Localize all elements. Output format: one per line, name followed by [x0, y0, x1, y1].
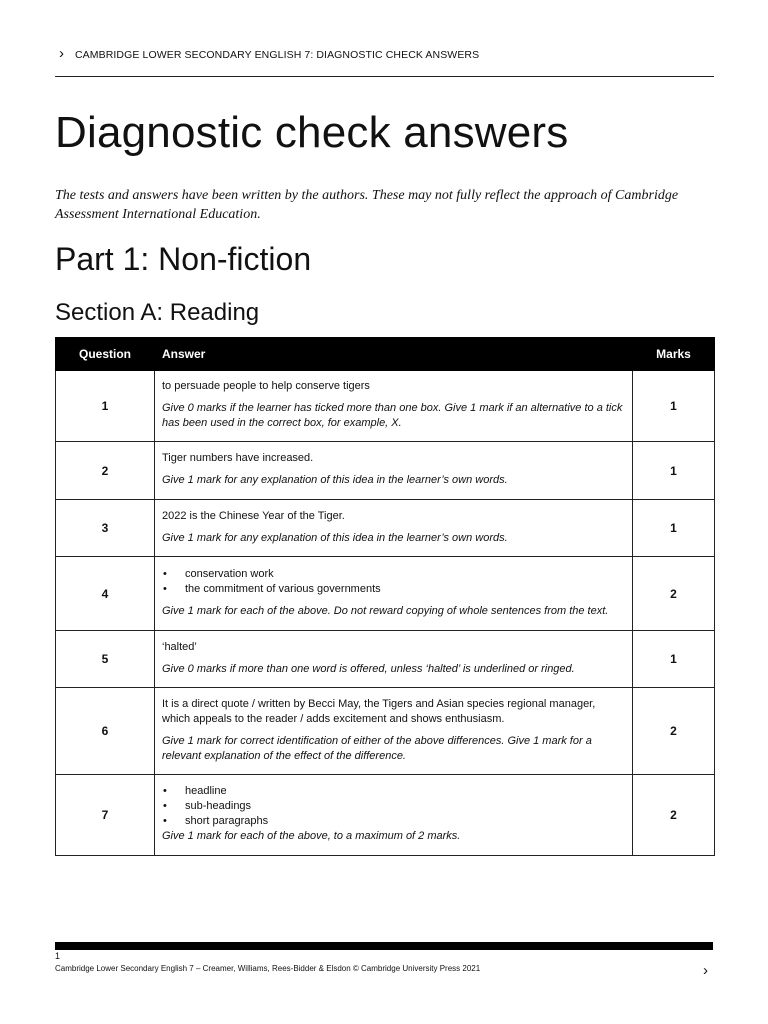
answer-text: 2022 is the Chinese Year of the Tiger.	[162, 509, 345, 522]
marking-note: Give 1 mark for each of the above. Do not reward copying of whole sentences from the text.	[162, 604, 609, 617]
answer-bullet: • conservation work	[162, 567, 625, 582]
header-text: CAMBRIDGE LOWER SECONDARY ENGLISH 7: DIAGNOSTIC CHECK ANSWERS	[75, 49, 480, 61]
answer-cell	[155, 775, 633, 856]
marks-value: 1	[633, 371, 715, 442]
answer-text: ‘halted’	[162, 640, 197, 653]
marks-value: 2	[633, 688, 715, 775]
chevron-right-icon: ›	[59, 45, 64, 62]
answer-bullet: • the commitment of various governments	[162, 582, 625, 597]
marks-value: 1	[633, 631, 715, 688]
answer-cell	[155, 688, 633, 775]
marking-note: Give 1 mark for each of the above, to a maximum of 2 marks.	[162, 830, 461, 842]
answer-cell	[155, 500, 633, 557]
page-header	[55, 47, 714, 77]
column-header-answer: Answer	[155, 338, 633, 371]
table-row	[56, 688, 715, 775]
answer-cell	[155, 631, 633, 688]
marks-value: 1	[633, 442, 715, 500]
question-number: 5	[56, 631, 155, 688]
marking-note: Give 0 marks if more than one word is offered, unless ‘halted’ is underlined or ringed.	[162, 662, 575, 675]
answer-bullet-list	[162, 567, 625, 597]
table-row	[56, 442, 715, 500]
question-number: 3	[56, 500, 155, 557]
answer-cell	[155, 371, 633, 442]
column-header-marks: Marks	[633, 338, 715, 371]
question-number: 4	[56, 557, 155, 631]
question-number: 1	[56, 371, 155, 442]
answers-table	[55, 337, 715, 856]
answer-bullet: • sub-headings	[162, 799, 625, 814]
question-number: 6	[56, 688, 155, 775]
answer-cell	[155, 442, 633, 500]
question-number: 2	[56, 442, 155, 500]
marking-note: Give 1 mark for any explanation of this idea in the learner’s own words.	[162, 474, 508, 486]
table-row	[56, 775, 715, 856]
marking-note: Give 1 mark for any explanation of this idea in the learner’s own words.	[162, 531, 508, 544]
question-number: 7	[56, 775, 155, 856]
answer-text: It is a direct quote / written by Becci May, the Tigers and Asian species regional manager, which appeals to the reader / adds excitement and shows enthusiasm.	[162, 697, 596, 725]
marks-value: 2	[633, 557, 715, 631]
table-header-row	[56, 338, 715, 371]
answer-text: Tiger numbers have increased.	[162, 452, 314, 464]
table-row	[56, 371, 715, 442]
part-heading: Part 1: Non-fiction	[55, 241, 312, 277]
marks-value: 1	[633, 500, 715, 557]
page-number: 1	[55, 951, 61, 961]
table-row	[56, 631, 715, 688]
marking-note: Give 0 marks if the learner has ticked more than one box. Give 1 mark if an alternative to a tick has been used in the correct box, for example, X.	[162, 402, 623, 429]
answer-bullet: • short paragraphs	[162, 814, 625, 829]
chevron-right-icon: ›	[703, 962, 708, 979]
answer-text: to persuade people to help conserve tigers	[162, 380, 370, 392]
intro-text: The tests and answers have been written by the authors. These may not fully reflect the approach of Cambridge Assessment International Education.	[55, 188, 679, 222]
table-row	[56, 500, 715, 557]
section-heading: Section A: Reading	[55, 299, 260, 326]
marking-note: Give 1 mark for correct identification of either of the above differences. Give 1 mark for a relevant explanation of the effect of the difference.	[162, 734, 592, 762]
footer-rule	[55, 942, 713, 950]
answer-cell	[155, 557, 633, 631]
column-header-question: Question	[56, 338, 155, 371]
table-row	[56, 557, 715, 631]
answer-bullet-list	[162, 784, 625, 829]
footer-copyright: Cambridge Lower Secondary English 7 – Creamer, Williams, Rees-Bidder & Elsdon © Cambridge University Press 2021	[55, 964, 481, 973]
page-title: Diagnostic check answers	[55, 108, 569, 157]
answer-bullet: • headline	[162, 784, 625, 799]
marks-value: 2	[633, 775, 715, 856]
